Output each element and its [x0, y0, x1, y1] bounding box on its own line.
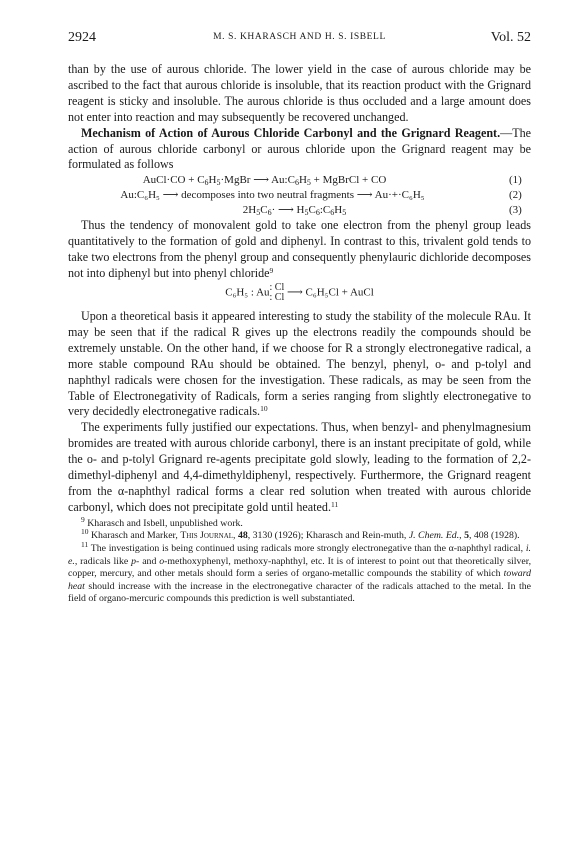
footnote-ref-9: 9 [269, 266, 274, 276]
equation-2 [68, 188, 531, 203]
equation-1-expression: AuCl·CO + $C_6H_5\cdot MgBr$ ⟶ $Au:C_6H_5$ + MgBrCl + CO [142, 174, 387, 188]
section-heading: Mechanism of Action of Aurous Chloride Carbonyl and the Grignard Reagent. [81, 125, 501, 140]
paragraph-1: than by the use of aurous chloride. The lower yield in the case of aurous chloride may be ascribed to the fact that aurous chloride is insoluble, that its reaction product with the Grignard reagent is sticky and insoluble. The aurous chloride is thus occluded and a large amount does not enter into reaction and may subsequently be recovered unchanged. [68, 62, 531, 124]
running-header [68, 30, 531, 50]
volume-label: Vol. 52 [490, 30, 531, 45]
page-number: 2924 [68, 30, 96, 45]
phenylauric-equation [68, 283, 531, 307]
paragraph-5: The experiments fully justified our expectations. Thus, when benzyl- and phenylmagnesium bromides are treated with aurous chloride carbonyl, there is an instant precipitate of gold, while the o- and p-tolyl Grignard re-agents precipitate gold slowly, leading to the formation of 2,2-dimethyl-diphenyl and 4,4-dimethyldiphenyl, respectively. Furthermore, the Grignard reagent from the α-naphthyl radical forms a clear red solution when treated with aurous chloride carbonyl, which does not precipitate gold until heated.$^{11}$ [68, 420, 531, 514]
equation-2-number: (2) [509, 189, 522, 202]
equation-3-expression: $2H_5C_6\cdot$ ⟶ $H_5C_6:C_6H_5$ [242, 204, 347, 218]
paragraph-2 [68, 126, 531, 174]
phenylauric-rhs: ⟶ C₆H₅Cl + AuCl [287, 286, 374, 299]
paragraph-2-text: —The action of aurous chloride carbonyl or aurous chloride upon the Grignard reagent may be formulated as follows [68, 125, 531, 172]
equation-1 [68, 173, 531, 188]
journal-name: This Journal [180, 530, 234, 542]
equation-3 [68, 203, 531, 218]
equation-3-number: (3) [509, 204, 522, 217]
paragraph-3: Thus the tendency of monovalent gold to take one electron from the phenyl group leads quantitatively to the formation of gold and diphenyl. In contrast to this, trivalent gold tends to take two electrons from the phenyl group and consequently phenylauric dichloride decomposes not into diphenyl but into phenyl chloride$^9$ [68, 218, 531, 281]
chlorine-stack: : Cl : Cl [269, 281, 285, 303]
footnote-ref-10: 10 [260, 404, 268, 414]
running-authors: M. S. KHARASCH AND H. S. ISBELL [213, 32, 386, 42]
equation-2-expression: Au:C₆H₅ ⟶ decomposes into two neutral fragments ⟶ Au·+·C₆H₅ [120, 189, 425, 202]
footnotes [68, 514, 532, 606]
footnote-ref-11: 11 [330, 499, 339, 509]
footnote-11: $^{11}$ The investigation is being continued using radicals more strongly electronegative than the α-naphthyl radical, i. e., radicals like p- and o-methoxyphenyl, methoxy-naphthyl, etc. It is of interest to point out that theoretically silver, copper, mercury, and other metals should form a series of organo-metallic compounds the stability of which toward heat should increase with the increase in the electronegative character of the radicals attached to the metal. In the field of organo-mercuric compounds this prediction is well substantiated. [68, 539, 532, 605]
footnote-10: $^{10}$ Kharasch and Marker, This Journal, 48, 3130 (1926); Kharasch and Rein-muth, J. Chem. Ed., 5, 408 (1928). [81, 527, 520, 542]
equation-1-number: (1) [509, 174, 522, 187]
paragraph-4: Upon a theoretical basis it appeared interesting to study the stability of the molecule RAu. It may be seen that if the radical R gives up the electrons readily the compounds should be extremely unstable. On the other hand, if we choose for R a strongly electronegative radical, a more stable compound RAu should be obtained. The benzyl, phenyl, o- and p-tolyl and naphthyl radicals were chosen for the investigation. These radicals, as may be seen from the Table of Electronegativity of Radicals, form a series ranging from slightly electronegative to very decidedly electronegative radicals.$^{10}$ [68, 308, 531, 419]
footnote-9: $^9$ Kharasch and Isbell, unpublished work. [81, 514, 243, 529]
phenylauric-lhs: C₆H₅ : Au [225, 286, 270, 299]
article-body [68, 62, 531, 606]
